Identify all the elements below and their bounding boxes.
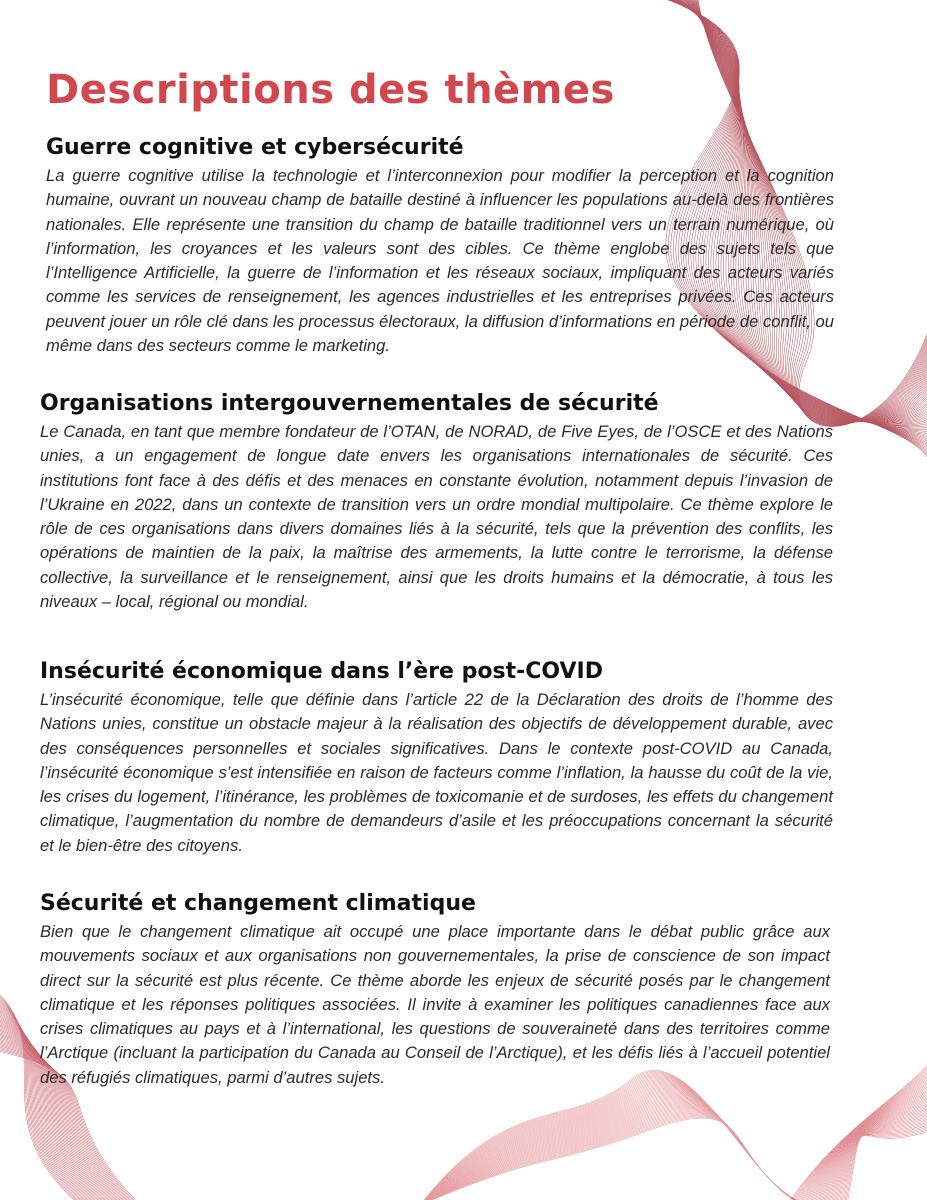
theme-heading: Organisations intergouvernementales de sécurité (40, 391, 659, 416)
theme-description: Bien que le changement climatique ait occupé une place importante dans le débat public grâce aux mouvements sociaux et aux organisations non gouvernementales, la prise de conscience de son impact direct sur la sécurité est plus récente. Ce thème aborde les enjeux de sécurité posés par le changement climatique et les réponses politiques associées. Il invite à examiner les politiques canadiennes face aux crises climatiques au pays et à l’international, les questions de souveraineté dans des territoires comme l’Arctique (incluant la participation du Canada au Conseil de l’Arctique), et les défis liés à l’accueil potentiel des réfugiés climatiques, parmi d’autres sujets. (40, 922, 830, 1087)
theme-economic-insecurity (40, 656, 833, 858)
theme-intergovernmental-security (40, 388, 833, 614)
page-title: Descriptions des thèmes (46, 67, 615, 113)
theme-description: Le Canada, en tant que membre fondateur de l’OTAN, de NORAD, de Five Eyes, de l’OSCE et des Nations unies, a un engagement de longue date envers les organisations internationales de sécurité. Ces institutions font face à des défis et des menaces en constante évolution, notamment depuis l’invasion de l’Ukraine en 2022, dans un contexte de transition vers un ordre mondial multipolaire. Ce thème explore le rôle de ces organisations dans divers domaines liés à la sécurité, tels que la prévention des conflits, les opérations de maintien de la paix, la maîtrise des armements, la lutte contre le terrorisme, la défense collective, la surveillance et le renseignement, ainsi que les droits humains et la démocratie, à tous les niveaux – local, régional ou mondial. (40, 422, 833, 612)
theme-description: L’insécurité économique, telle que définie dans l’article 22 de la Déclaration des droits de l’homme des Nations unies, constitue un obstacle majeur à la réalisation des objectifs de développement durable, avec des conséquences personnelles et sociales significatives. Dans le contexte post-COVID au Canada, l’insécurité économique s’est intensifiée en raison de facteurs comme l’inflation, la hausse du coût de la vie, les crises du logement, l’itinérance, les problèmes de toxicomanie et de surdoses, les effets du changement climatique, l’augmentation du nombre de demandeurs d’asile et les préoccupations concernant la sécurité et le bien-être des citoyens. (40, 690, 833, 855)
theme-heading: Insécurité économique dans l’ère post-COVID (40, 659, 603, 684)
theme-cognitive-warfare (46, 132, 834, 358)
theme-description: La guerre cognitive utilise la technologie et l’interconnexion pour modifier la perception et la cognition humaine, ouvrant un nouveau champ de bataille destiné à influencer les populations au-delà des frontières nationales. Elle représente une transition du champ de bataille traditionnel vers un terrain numérique, où l’information, les croyances et les valeurs sont des cibles. Ce thème englobe des sujets tels que l’Intelligence Artificielle, la guerre de l’information et les réseaux sociaux, impliquant des acteurs variés comme les services de renseignement, les agences industrielles et les entreprises privées. Ces acteurs peuvent jouer un rôle clé dans les processus électoraux, la diffusion d’informations en période de conflit, ou même dans des secteurs comme le marketing. (46, 166, 834, 356)
theme-heading: Sécurité et changement climatique (40, 891, 476, 916)
theme-climate-security (40, 888, 830, 1090)
theme-heading: Guerre cognitive et cybersécurité (46, 135, 464, 160)
